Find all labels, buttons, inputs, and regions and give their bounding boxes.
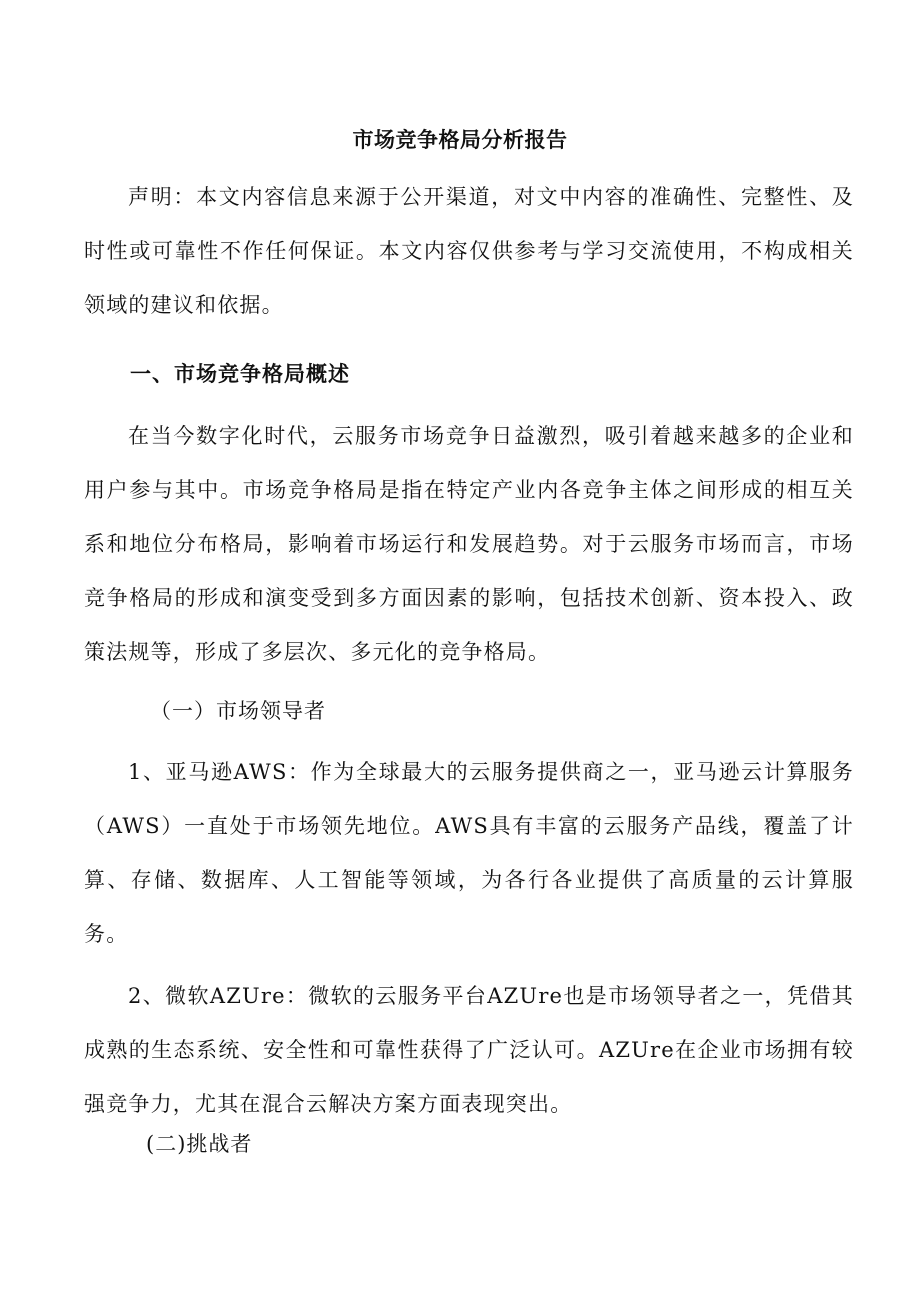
aws-paragraph: 1、亚马逊AWS：作为全球最大的云服务提供商之一，亚马逊云计算服务（AWS）一直处于市场领先地位。AWS具有丰富的云服务产品线，覆盖了计算、存储、数据库、人工智能等领域，为各行各业提供了高质量的云计算服务。 [84,760,854,946]
section-heading: 一、市场竞争格局概述 [130,361,350,386]
disclaimer-paragraph: 声明：本文内容信息来源于公开渠道，对文中内容的准确性、完整性、及时性或可靠性不作任何保证。本文内容仅供参考与学习交流使用，不构成相关领域的建议和依据。 [84,185,854,317]
azure-paragraph: 2、微软AZUre：微软的云服务平台AZUre也是市场领导者之一，凭借其成熟的生态系统、安全性和可靠性获得了广泛认可。AZUre在企业市场拥有较强竞争力，尤其在混合云解决方案方面表现突出。 [84,984,854,1116]
intro-paragraph: 在当今数字化时代，云服务市场竞争日益激烈，吸引着越来越多的企业和用户参与其中。市场竞争格局是指在特定产业内各竞争主体之间形成的相互关系和地位分布格局，影响着市场运行和发展趋势。对于云服务市场而言，市场竞争格局的形成和演变受到多方面因素的影响，包括技术创新、资本投入、政策法规等，形成了多层次、多元化的竞争格局。 [84,424,854,664]
subsection-heading-leaders: （一）市场领导者 [150,699,326,723]
subsection-heading-challengers: (二)挑战者 [146,1132,253,1156]
page-title: 市场竞争格局分析报告 [352,127,568,152]
